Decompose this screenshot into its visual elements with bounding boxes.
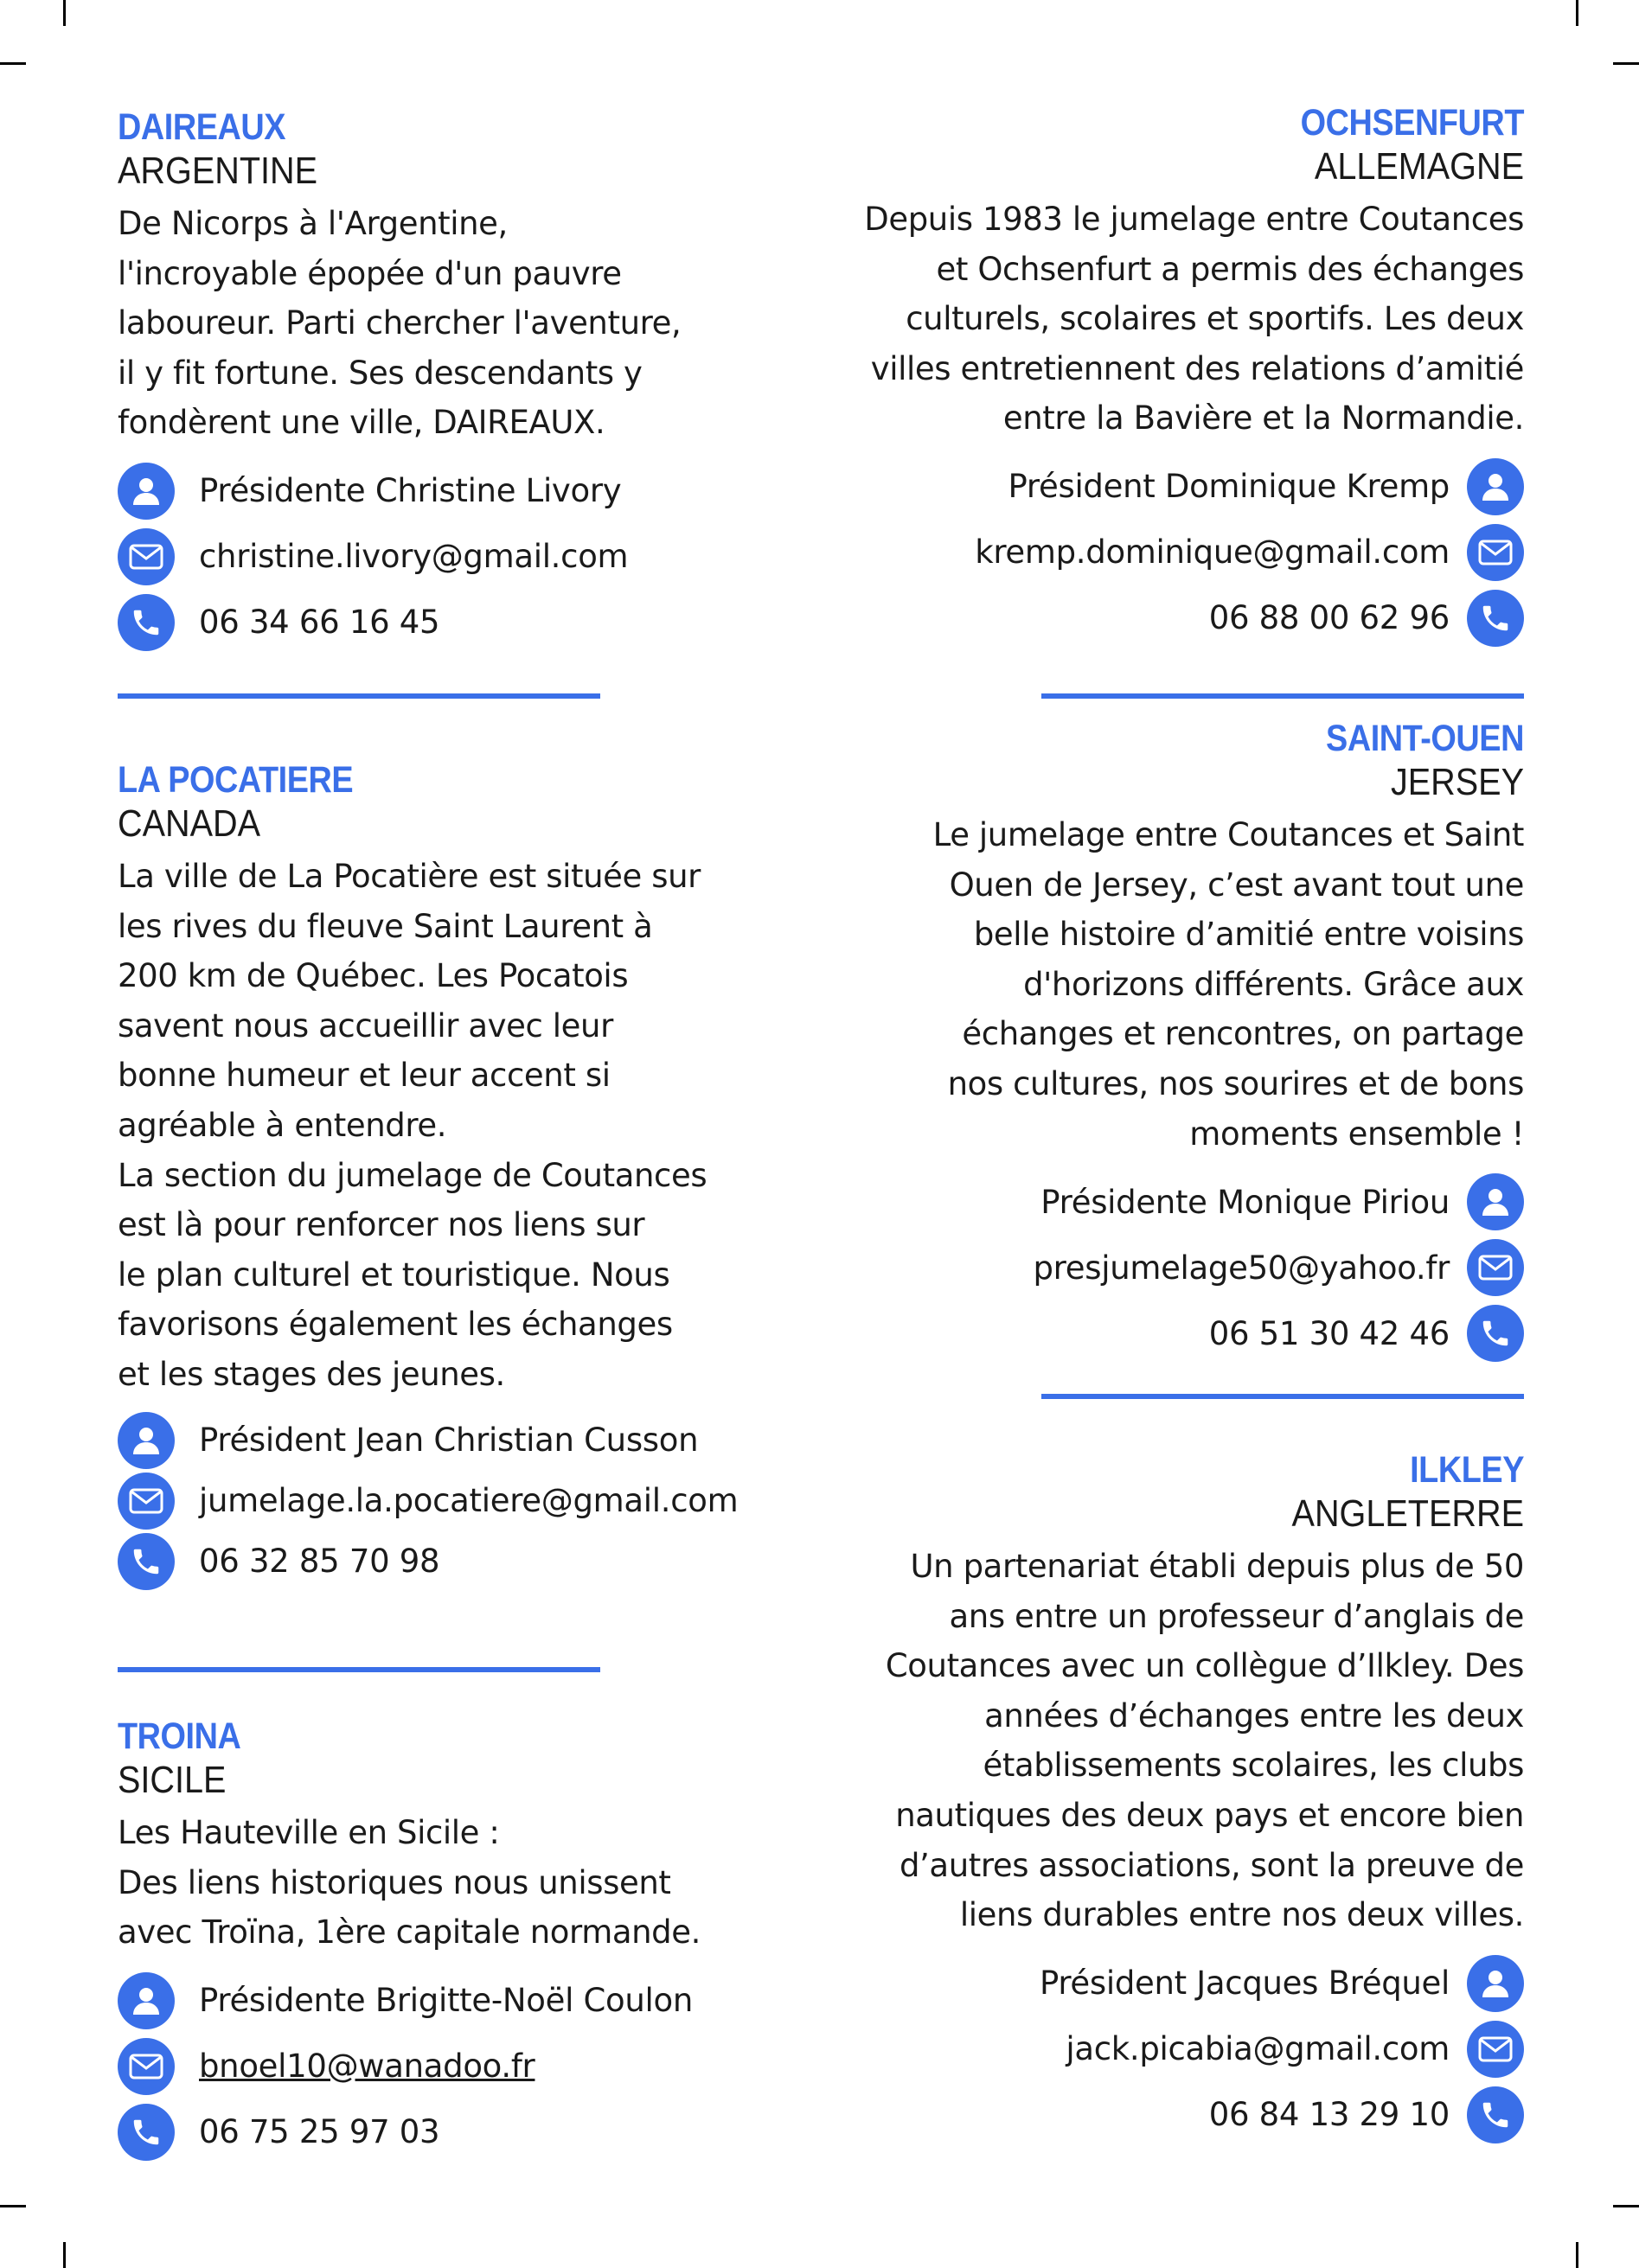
phone-number[interactable]: 06 32 85 70 98 xyxy=(199,1543,440,1581)
president-row xyxy=(830,1951,1524,2016)
president-row xyxy=(118,458,775,524)
section-ilkley xyxy=(830,1448,1524,2148)
president-name: Présidente Monique Piriou xyxy=(1040,1183,1450,1221)
envelope-icon xyxy=(118,2038,175,2095)
phone-number[interactable]: 06 51 30 42 46 xyxy=(1208,1314,1450,1352)
email-row[interactable] xyxy=(830,520,1524,585)
section-daireaux xyxy=(118,105,775,655)
user-icon xyxy=(118,1412,175,1469)
city-name: ILKLEY xyxy=(1410,1449,1524,1491)
contact-list xyxy=(118,1410,775,1592)
country-name: CANADA xyxy=(118,802,261,845)
right-column xyxy=(830,0,1524,2268)
president-name: Président Jean Christian Cusson xyxy=(199,1421,699,1460)
email-row[interactable] xyxy=(830,1235,1524,1300)
description: Un partenariat établi depuis plus de 50 ans entre un professeur d’anglais de Coutances avec un collègue d’Ilkley. Des années d’échanges entre les deux établissements scolaires, les clubs nautiques des deux pays et encore bien d’autres associations, sont la preuve de liens durables entre nos deux villes. xyxy=(885,1548,1524,1934)
crop-mark xyxy=(1613,2205,1639,2207)
phone-row[interactable] xyxy=(830,585,1524,651)
contact-list xyxy=(118,1968,775,2165)
crop-mark xyxy=(0,62,26,65)
phone-icon xyxy=(118,1533,175,1590)
section-la-pocatiere xyxy=(118,758,775,1592)
section-divider xyxy=(1041,693,1524,699)
president-row xyxy=(118,1968,775,2034)
country-name: ALLEMAGNE xyxy=(1314,145,1524,188)
phone-row[interactable] xyxy=(830,2082,1524,2148)
crop-mark xyxy=(63,2242,66,2268)
user-icon xyxy=(1467,1173,1524,1230)
envelope-icon xyxy=(118,1473,175,1530)
country-name: ARGENTINE xyxy=(118,150,318,192)
phone-icon xyxy=(1467,590,1524,647)
country-name: ANGLETERRE xyxy=(1291,1492,1524,1535)
email-link[interactable]: bnoel10@wanadoo.fr xyxy=(199,2048,535,2086)
envelope-icon xyxy=(1467,524,1524,581)
phone-row[interactable] xyxy=(118,1531,775,1592)
left-column xyxy=(118,0,775,2268)
phone-number[interactable]: 06 34 66 16 45 xyxy=(199,604,440,642)
phone-icon xyxy=(1467,2086,1524,2143)
country-name: SICILE xyxy=(118,1759,227,1801)
country-name: JERSEY xyxy=(1390,761,1524,803)
phone-icon xyxy=(118,2104,175,2161)
email-link[interactable]: presjumelage50@yahoo.fr xyxy=(1033,1249,1450,1287)
email-row[interactable] xyxy=(830,2016,1524,2082)
section-divider xyxy=(1041,1394,1524,1399)
section-troina xyxy=(118,1715,775,2165)
president-name: Présidente Brigitte-Noël Coulon xyxy=(199,1982,693,2020)
crop-mark xyxy=(1576,0,1578,26)
email-row[interactable] xyxy=(118,524,775,590)
email-link[interactable]: jumelage.la.pocatiere@gmail.com xyxy=(199,1482,739,1520)
city-name: SAINT-OUEN xyxy=(1326,718,1524,759)
envelope-icon xyxy=(1467,1239,1524,1296)
description: Les Hauteville en Sicile : Des liens historiques nous unissent avec Troïna, 1ère capitale normande. xyxy=(118,1814,701,1952)
user-icon xyxy=(1467,1955,1524,2012)
description: Depuis 1983 le jumelage entre Coutances et Ochsenfurt a permis des échanges culturels, scolaires et sportifs. Les deux villes entretiennent des relations d’amitié entre la Bavière et la Normandie. xyxy=(864,201,1524,438)
phone-icon xyxy=(1467,1305,1524,1362)
email-link[interactable]: jack.picabia@gmail.com xyxy=(1066,2030,1450,2068)
section-divider xyxy=(118,693,600,699)
contact-list xyxy=(830,1951,1524,2148)
description: De Nicorps à l'Argentine, l'incroyable épopée d'un pauvre laboureur. Parti chercher l'aventure, il y fit fortune. Ses descendants y fondèrent une ville, DAIREAUX. xyxy=(118,205,682,442)
city-name: DAIREAUX xyxy=(118,106,286,148)
crop-mark xyxy=(0,2205,26,2207)
phone-row[interactable] xyxy=(830,1300,1524,1366)
crop-mark xyxy=(63,0,66,26)
phone-number[interactable]: 06 88 00 62 96 xyxy=(1208,599,1450,637)
phone-number[interactable]: 06 84 13 29 10 xyxy=(1208,2096,1450,2134)
envelope-icon xyxy=(118,528,175,585)
description: Le jumelage entre Coutances et Saint Ouen de Jersey, c’est avant tout une belle histoire d’amitié entre voisins d'horizons différents. Grâce aux échanges et rencontres, on partage nos cultures, nos sourires et de bons moments ensemble ! xyxy=(932,816,1524,1153)
user-icon xyxy=(118,1972,175,2029)
description: La ville de La Pocatière est située sur les rives du fleuve Saint Laurent à 200 km de Québec. Les Pocatois savent nous accueillir avec leur bonne humeur et leur accent si agréable à entendre. La section du jumelage de Coutances est là pour renforcer nos liens sur le plan culturel et touristique. Nous favorisons également les échanges et les stages des jeunes. xyxy=(118,858,707,1393)
city-name: LA POCATIERE xyxy=(118,759,354,801)
email-row[interactable] xyxy=(118,1471,775,1531)
email-link[interactable]: christine.livory@gmail.com xyxy=(199,538,629,576)
phone-row[interactable] xyxy=(118,590,775,655)
section-divider xyxy=(118,1667,600,1672)
email-link[interactable]: kremp.dominique@gmail.com xyxy=(975,533,1450,572)
email-row[interactable] xyxy=(118,2034,775,2099)
president-row xyxy=(118,1410,775,1471)
crop-mark xyxy=(1613,62,1639,65)
contact-list xyxy=(830,1169,1524,1366)
president-row xyxy=(830,454,1524,520)
contact-list xyxy=(830,454,1524,651)
president-name: Président Jacques Bréquel xyxy=(1039,1965,1450,2003)
crop-mark xyxy=(1576,2242,1578,2268)
president-name: Présidente Christine Livory xyxy=(199,472,622,510)
president-name: Président Dominique Kremp xyxy=(1008,468,1450,506)
section-ochsenfurt xyxy=(830,101,1524,651)
contact-list xyxy=(118,458,775,655)
president-row xyxy=(830,1169,1524,1235)
city-name: TROINA xyxy=(118,1715,241,1757)
user-icon xyxy=(1467,458,1524,515)
phone-icon xyxy=(118,594,175,651)
phone-number[interactable]: 06 75 25 97 03 xyxy=(199,2113,440,2151)
phone-row[interactable] xyxy=(118,2099,775,2165)
user-icon xyxy=(118,463,175,520)
section-saint-ouen xyxy=(830,717,1524,1366)
city-name: OCHSENFURT xyxy=(1300,102,1524,144)
envelope-icon xyxy=(1467,2021,1524,2078)
